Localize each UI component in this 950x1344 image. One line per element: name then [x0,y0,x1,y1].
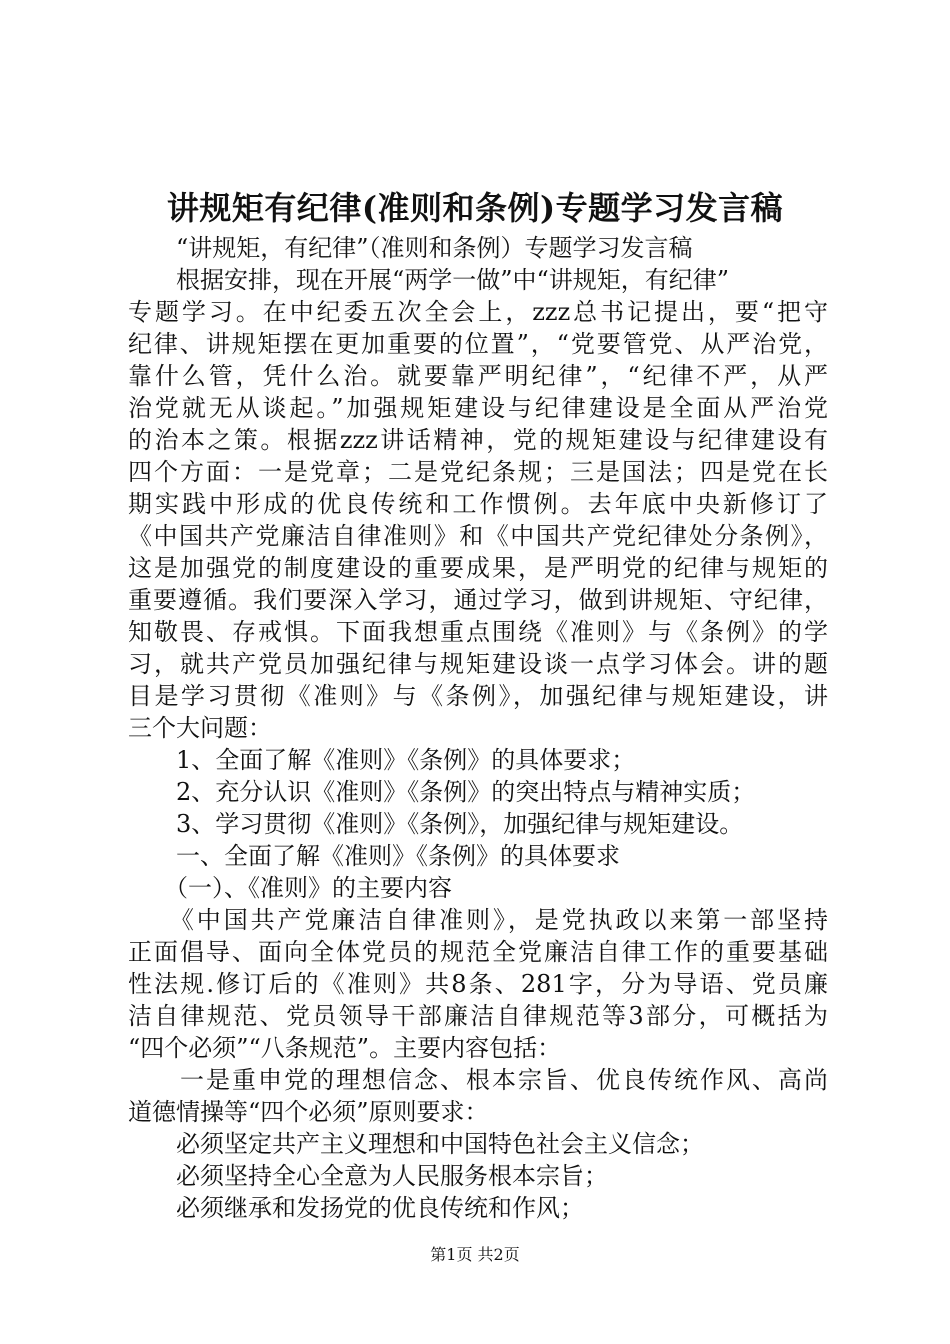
list-item: 3、学习贯彻《准则》《条例》，加强纪律与规矩建设。 [128,810,744,838]
paragraph-line: 的治本之策。根据zzz讲话精神，党的规矩建设与纪律建设有 [128,426,828,454]
paragraph-line: 这是加强党的制度建设的重要成果，是严明党的纪律与规矩的 [128,554,828,582]
paragraph-line: 一是重申党的理想信念、根本宗旨、优良传统作风、高尚 [128,1066,828,1094]
paragraph-line: 三个大问题： [128,714,272,742]
paragraph-line: 洁自律规范、党员领导干部廉洁自律规范等3部分，可概括为 [128,1002,828,1030]
document-title: 讲规矩有纪律(准则和条例)专题学习发言稿 [166,189,784,227]
paragraph-line: 知敬畏、存戒惧。下面我想重点围绕《准则》与《条例》的学 [128,618,828,646]
list-item: 必须继承和发扬党的优良传统和作风； [128,1194,584,1222]
section-heading: 一、全面了解《准则》《条例》的具体要求 [128,842,620,870]
paragraph-line: 道德情操等“四个必须”原则要求： [128,1098,489,1126]
list-item: 2、充分认识《准则》《条例》的突出特点与精神实质； [128,778,756,806]
paragraph-line: 根据安排，现在开展“两学一做”中“讲规矩，有纪律” [128,266,730,294]
paragraph-line: 四个方面：一是党章；二是党纪条规；三是国法；四是党在长 [128,458,828,486]
paragraph-line: 目是学习贯彻《准则》与《条例》，加强纪律与规矩建设，讲 [128,682,828,710]
paragraph-line: 性法规.修订后的《准则》共8条、281字，分为导语、党员廉 [128,970,828,998]
document-body [128,232,828,1224]
paragraph-line: “四个必须”“八条规范”。主要内容包括： [128,1034,562,1062]
list-item: 必须坚持全心全意为人民服务根本宗旨； [128,1162,608,1190]
paragraph-line: 重要遵循。我们要深入学习，通过学习，做到讲规矩、守纪律， [128,586,828,614]
paragraph-line: 习，就共产党员加强纪律与规矩建设谈一点学习体会。讲的题 [128,650,828,678]
subsection-heading: （一）、《准则》的主要内容 [128,874,452,902]
paragraph-line: 《中国共产党廉洁自律准则》，是党执政以来第一部坚持 [128,906,828,934]
paragraph-line: 靠什么管，凭什么治。就要靠严明纪律”，“纪律不严，从严 [128,362,828,390]
paragraph-line: 正面倡导、面向全体党员的规范全党廉洁自律工作的重要基础 [128,938,828,966]
paragraph-line: 期实践中形成的优良传统和工作惯例。去年底中央新修订了 [128,490,828,518]
paragraph-line: 专题学习。在中纪委五次全会上，zzz总书记提出，要“把守 [128,298,828,326]
list-item: 1、全面了解《准则》《条例》的具体要求； [128,746,636,774]
paragraph-line: 纪律、讲规矩摆在更加重要的位置”，“党要管党、从严治党， [128,330,828,358]
list-item: 必须坚定共产主义理想和中国特色社会主义信念； [128,1130,704,1158]
paragraph-line: 治党就无从谈起。”加强规矩建设与纪律建设是全面从严治党 [128,394,828,422]
page-number-footer: 第1页 共2页 [430,1245,520,1264]
subtitle-line: “讲规矩，有纪律”（准则和条例）专题学习发言稿 [128,234,693,262]
paragraph-line: 《中国共产党廉洁自律准则》和《中国共产党纪律处分条例》， [128,522,828,550]
